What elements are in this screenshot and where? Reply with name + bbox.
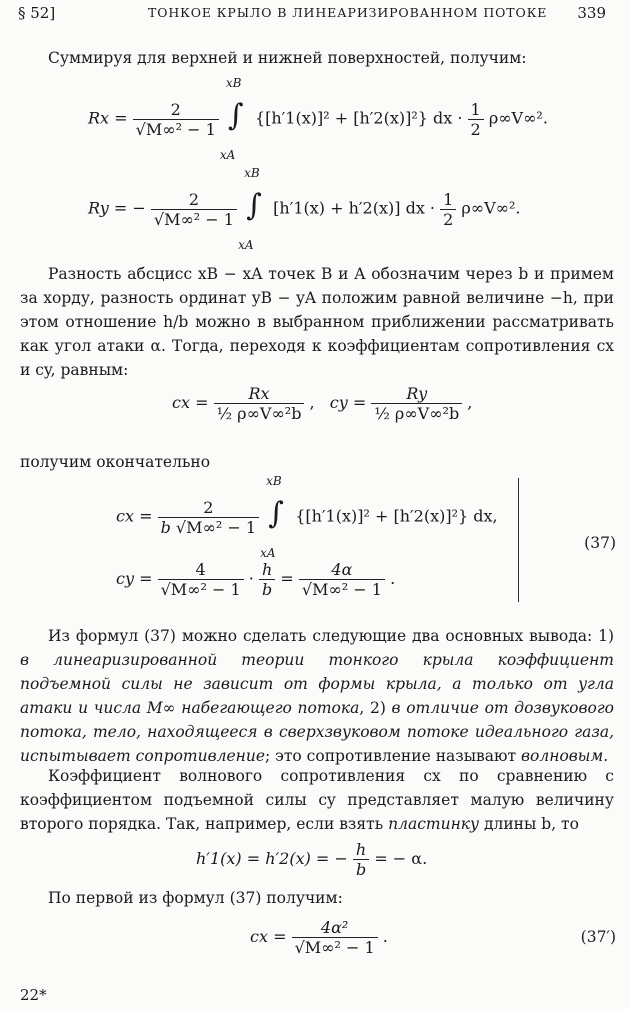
equation-plate-slope: h′1(x) = h′2(x) = − $\frac{h}{b}$ = − α. xyxy=(196,840,428,879)
equation-ry: Ry = − $\frac{2}{\text{√M∞² − 1}}$ xB ∫ xA [h′1(x) + h′2(x)] dx · $\frac{1}{2}$ ρ∞V∞². xyxy=(88,166,521,252)
equation-coefficients: cx = $\frac{Rx}{\text{½ ρ∞V∞²b}}$ , cy = $\frac{Ry}{\text{½ ρ∞V∞²b}}$ , xyxy=(172,384,473,423)
paragraph-finally: получим окончательно xyxy=(20,453,211,471)
paragraph-chord: Разность абсцисс xB − xA точек B и A обозначим через b и примем за хорду, разность ординат yB − yA положим равной величине −h, при этом отношение h/b можно в выбранном приближении рассматривать как угол атаки α. Тогда, переходя к коэффициентам сопротивления cx и cy, равным: xyxy=(20,265,614,379)
paragraph-conclusions: Из формул (37) можно сделать следующие два основных вывода: 1) в линеаризированной теории тонкого крыла коэффициент подъемной силы не зависит от формы крыла, а только от угла атаки и числа M∞ набегающего потока, 2) в отличие от дозвукового потока, тело, находящееся в сверхзвуковом потоке идеального газа, испытывает сопротивление; это сопротивление называют волновым. xyxy=(20,627,614,765)
system-brace xyxy=(512,478,519,602)
signature-mark: 22* xyxy=(20,986,47,1004)
running-header xyxy=(18,4,612,28)
page-number: 339 xyxy=(577,4,606,22)
equation-number-37-prime: (37′) xyxy=(580,928,616,946)
equation-rx: Rx = $\frac{2}{\text{√M∞² − 1}}$ xB ∫ xA {[h′1(x)]² + [h′2(x)]²} dx · $\frac{1}{2}$ ρ∞V∞². xyxy=(88,76,548,162)
equation-37-prime: cx = $\frac{\text{4α²}}{\text{√M∞² − 1}}$ . xyxy=(250,918,388,957)
integral-sign: xB ∫ xA xyxy=(238,166,262,252)
integral-sign: xB ∫ xA xyxy=(260,474,284,560)
paragraph-wave-drag: Коэффициент волнового сопротивления cx по сравнению с коэффициентом подъемной силы cy представляет малую величину второго порядка. Так, например, если взять пластинку длины b, то xyxy=(20,767,614,833)
section-number: § 52] xyxy=(18,4,56,22)
equation-number-37: (37) xyxy=(584,534,616,552)
paragraph-first-formula: По первой из формул (37) получим: xyxy=(48,889,343,907)
integral-sign: xB ∫ xA xyxy=(219,76,244,162)
paragraph-intro: Суммируя для верхней и нижней поверхностей, получим: xyxy=(48,49,527,67)
chapter-title: ТОНКОЕ КРЫЛО В ЛИНЕАРИЗИРОВАННОМ ПОТОКЕ xyxy=(148,5,548,20)
equation-37-cx: cx = $\frac{2}{\text{b √M∞² − 1}}$ xB ∫ xA {[h′1(x)]² + [h′2(x)]²} dx, xyxy=(116,474,498,560)
equation-37-cy: cy = $\frac{4}{\text{√M∞² − 1}}$ · $\frac{h}{b}$ = $\frac{4\alpha}{\text{√M∞² − 1}}$ . xyxy=(116,560,396,599)
